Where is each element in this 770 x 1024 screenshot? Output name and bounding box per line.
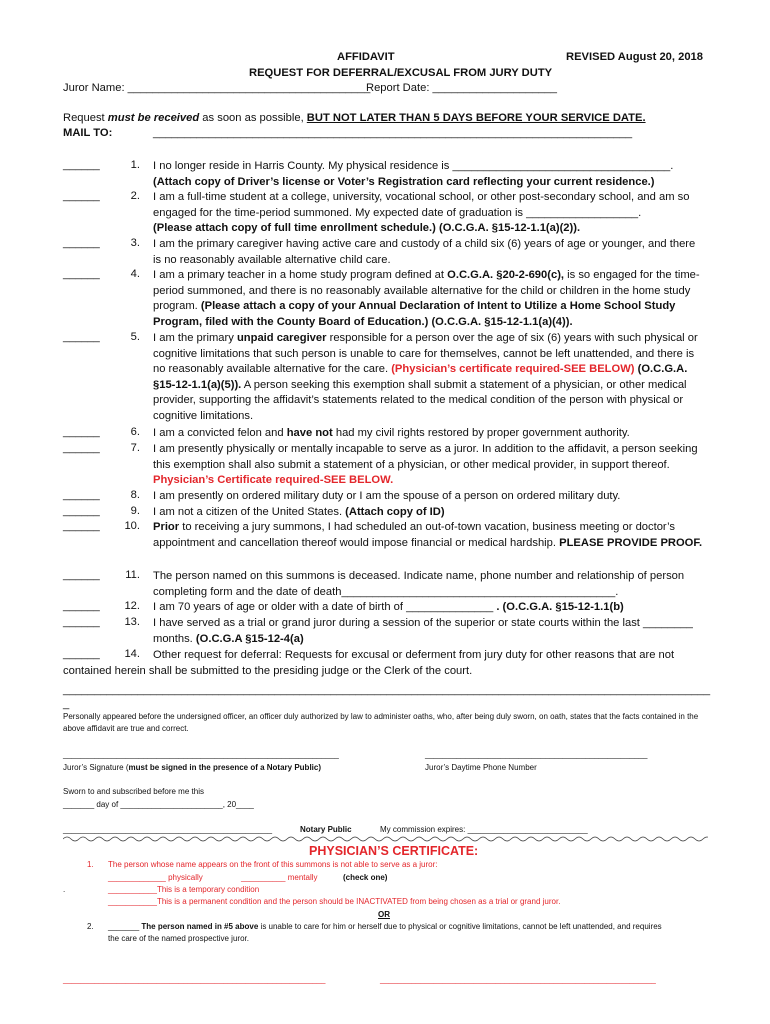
physician-item-2-text: [108, 921, 668, 945]
item-13-body: I have served as a trial or grand juror during a session of the superior or state courts within the last ________ months.: [153, 617, 693, 645]
item-7-checkbox-blank[interactable]: ______: [63, 442, 100, 454]
physician-item-1-text: The person whose name appears on the front of this summons is not able to serve as a juror:: [108, 860, 438, 869]
item-2-body: I am a full-time student at a college, university, vocational school, or other post-secondary school, and am so engaged for the time-period summoned. My expected date of graduation is __________________.: [153, 191, 690, 219]
item-5-emph: unpaid caregiver: [236, 332, 327, 344]
item-14-text-b: contained herein shall be submitted to the presiding judge or the Clerk of the court.: [63, 665, 473, 677]
sworn-date-line[interactable]: _______ day of _______________________, 20____: [63, 800, 254, 809]
item-2-checkbox-blank[interactable]: ______: [63, 190, 100, 202]
item-5-body-c: A person seeking this exemption shall submit a statement of a physician, or other medical provider, supporting the affidavit’s statements related to the medical condition of the person with physical or cognitive limitations.: [153, 378, 687, 422]
request-instructions: [63, 111, 646, 127]
item-2-note: (Please attach copy of full time enrollment schedule.) (O.C.G.A. §15-12-1.1(a)(2)).: [153, 222, 581, 235]
physician-item-2-body: is unable to care for him or herself due to physical or cognitive limitations, cannot be left unattended, and requires the care of the named prospective juror.: [108, 922, 662, 943]
phone-line[interactable]: __________________________________________________: [425, 750, 648, 759]
item-7-physician-required: Physician’s Certificate required-SEE BELOW.: [153, 474, 394, 487]
physician-info-line[interactable]: ______________________________________________________________: [380, 975, 656, 984]
mentally-option[interactable]: __________ mentally: [241, 873, 318, 882]
item-5-text: [153, 331, 705, 425]
item-7-body: I am presently physically or mentally incapable to serve as a juror. In addition to the affidavit, a person seeking this exemption shall also submit a statement of a physician, or other medical provider, in support thereof.: [153, 443, 698, 471]
mail-to-line[interactable]: _____________________________________________________________________________: [153, 127, 633, 139]
physically-option[interactable]: _____________ physically: [108, 873, 203, 882]
item-4-number: 4.: [130, 268, 140, 280]
request-deadline: BUT NOT LATER THAN 5 DAYS BEFORE YOUR SERVICE DATE.: [306, 112, 646, 124]
item-8-text: I am presently on ordered military duty or I am the spouse of a person on ordered military duty.: [153, 490, 621, 502]
item-9-checkbox-blank[interactable]: ______: [63, 505, 100, 517]
item-4-code: O.C.G.A. §20-2-690(c),: [447, 269, 565, 281]
form-subtitle: REQUEST FOR DEFERRAL/EXCUSAL FROM JURY DUTY: [249, 67, 553, 79]
item-14-checkbox-blank[interactable]: ______: [63, 648, 100, 660]
item-9-text: [153, 505, 705, 521]
item-10-text: [153, 520, 705, 551]
item-5-body-a: I am the primary: [153, 332, 237, 344]
item-9-number: 9.: [130, 505, 140, 517]
item-2-text: [153, 190, 705, 237]
stray-dot: .: [63, 885, 66, 894]
item-5-number: 5.: [130, 331, 140, 343]
mail-to-label: MAIL TO:: [63, 127, 113, 139]
item-10-checkbox-blank[interactable]: ______: [63, 520, 100, 532]
physician-signature-line[interactable]: ___________________________________________________________: [63, 975, 326, 984]
item-1-number: 1.: [130, 159, 140, 171]
item-6-checkbox-blank[interactable]: ______: [63, 426, 100, 438]
item-7-number: 7.: [130, 442, 140, 454]
item-10-number: 10.: [124, 520, 140, 532]
juror-signature-label: [63, 762, 321, 774]
item-12-number: 12.: [124, 600, 140, 612]
item-8-number: 8.: [130, 489, 140, 501]
juror-signature-notary-note: must be signed in the presence of a Notary Public): [128, 763, 321, 772]
item-12-body: I am 70 years of age or older with a date of birth of ______________: [153, 601, 497, 613]
item-11-text: The person named on this summons is deceased. Indicate name, phone number and relationship of person completing form and the date of death____________________________________________.: [153, 570, 685, 598]
temporary-condition-option[interactable]: ___________This is a temporary condition: [108, 885, 260, 894]
physician-item-2-bold: The person named in #5 above: [139, 922, 259, 931]
item-4-note: (Please attach a copy of your Annual Declaration of Intent to Utilize a Home School Study Program, filed with the County Board of Education.) (O.C.G.A. §15-12-1.1(a)(4)).: [153, 300, 676, 328]
item-9-body: I am not a citizen of the United States.: [153, 506, 346, 518]
item-1-body: I no longer reside in Harris County. My physical residence is ___________________________________.: [153, 160, 674, 172]
physician-item-2-blank[interactable]: _______: [108, 922, 140, 931]
other-request-line[interactable]: ________________________________________________________________________________________________________: [63, 684, 711, 696]
item-1-text: [153, 159, 705, 190]
juror-signature-pre: Juror’s Signature (: [63, 763, 129, 772]
item-10-body: to receiving a jury summons, I had scheduled an out-of-town vacation, business meeting or doctor’s appointment and cancellation thereof would impose financial or medical hardship.: [153, 521, 675, 549]
commission-expires[interactable]: My commission expires: ___________________________: [380, 825, 588, 834]
item-6-number: 6.: [130, 426, 140, 438]
sworn-text: Sworn to and subscribed before me this: [63, 787, 204, 796]
item-3-text: I am the primary caregiver having active care and custody of a child six (6) years of age or younger, and there is no reasonably available alternative child care.: [153, 238, 696, 266]
item-12-text: [153, 600, 705, 616]
item-11-checkbox-blank[interactable]: ______: [63, 569, 100, 581]
oath-statement: Personally appeared before the undersigned officer, an officer duly authorized by law to administer oaths, who, after being duly sworn, on oath, states that the facts contained in the above affidavit are true and correct.: [63, 712, 699, 733]
item-1-checkbox-blank[interactable]: ______: [63, 159, 100, 171]
item-13-note: (O.C.G.A §15-12-4(a): [195, 632, 304, 645]
permanent-condition-option[interactable]: ___________This is a permanent condition and the person should be INACTIVATED from being chosen as a trial or grand juror.: [108, 897, 561, 906]
item-4-checkbox-blank[interactable]: ______: [63, 268, 100, 280]
item-12-note: . (O.C.G.A. §15-12-1.1(b): [496, 601, 624, 613]
tear-line: [63, 834, 708, 844]
item-6-emph: have not: [286, 427, 333, 439]
phone-label: Juror’s Daytime Phone Number: [425, 763, 537, 772]
physician-item-2-number: 2.: [87, 922, 94, 931]
item-3-number: 3.: [130, 237, 140, 249]
item-5-code: (O.C.G.A. §15-12-1.1(a)(5)).: [153, 363, 688, 391]
item-13-checkbox-blank[interactable]: ______: [63, 616, 100, 628]
item-14-text-a: Other request for deferral: Requests for excusal or deferment from jury duty for other reasons that are not: [153, 649, 675, 661]
other-request-line-end: _: [63, 698, 70, 710]
item-6-body-b: had my civil rights restored by proper government authority.: [332, 427, 630, 439]
report-date-field[interactable]: Report Date: ____________________: [366, 82, 557, 94]
request-emph: must be received: [107, 112, 200, 124]
notary-public-label: Notary Public: [300, 825, 352, 834]
item-8-checkbox-blank[interactable]: ______: [63, 489, 100, 501]
item-5-checkbox-blank[interactable]: ______: [63, 331, 100, 343]
revised-date: REVISED August 20, 2018: [566, 51, 703, 63]
request-pre: Request: [63, 112, 108, 124]
item-7-text: [153, 442, 705, 489]
item-11-number: 11.: [125, 569, 140, 581]
item-6-body-a: I am a convicted felon and: [153, 427, 287, 439]
affidavit-title: AFFIDAVIT: [337, 51, 395, 63]
item-13-number: 13.: [124, 616, 140, 628]
item-13-text: [153, 616, 705, 647]
item-9-note: (Attach copy of ID): [345, 506, 445, 518]
juror-signature-line[interactable]: ______________________________________________________________: [63, 750, 339, 759]
item-4-text: [153, 268, 705, 330]
check-one-label: (check one): [343, 873, 388, 882]
physician-item-1-number: 1.: [87, 860, 94, 869]
item-5-physician-required: (Physician’s certificate required-SEE BELOW): [391, 363, 635, 376]
request-mid: as soon as possible,: [199, 112, 307, 124]
item-2-number: 2.: [130, 190, 140, 202]
item-4-body-a: I am a primary teacher in a home study program defined at: [153, 269, 448, 281]
item-10-emph: Prior: [153, 521, 180, 533]
or-label: OR: [378, 910, 390, 919]
juror-name-field[interactable]: Juror Name: _______________________________________: [63, 82, 371, 94]
item-4-body-b: is so engaged for the time-period summoned, and there is no reasonably available alternative for the child or children in the home study program.: [153, 269, 700, 313]
physician-certificate-title: PHYSICIAN’S CERTIFICATE:: [309, 844, 479, 858]
item-5-body-b: responsible for a person over the age of six (6) years with such physical or cognitive limitations that such person is unable to care for themselves, cannot be left unattended, and there is no reasonably available alternative for the care.: [153, 332, 698, 376]
item-1-note: (Attach copy of Driver’s license or Voter’s Registration card reflecting your current residence.): [153, 175, 655, 188]
item-3-checkbox-blank[interactable]: ______: [63, 237, 100, 249]
item-10-note: PLEASE PROVIDE PROOF.: [559, 536, 703, 549]
notary-signature-line[interactable]: _______________________________________________: [63, 825, 273, 834]
item-12-checkbox-blank[interactable]: ______: [63, 600, 100, 612]
item-14-number: 14.: [124, 648, 140, 660]
item-6-text: [153, 426, 705, 442]
